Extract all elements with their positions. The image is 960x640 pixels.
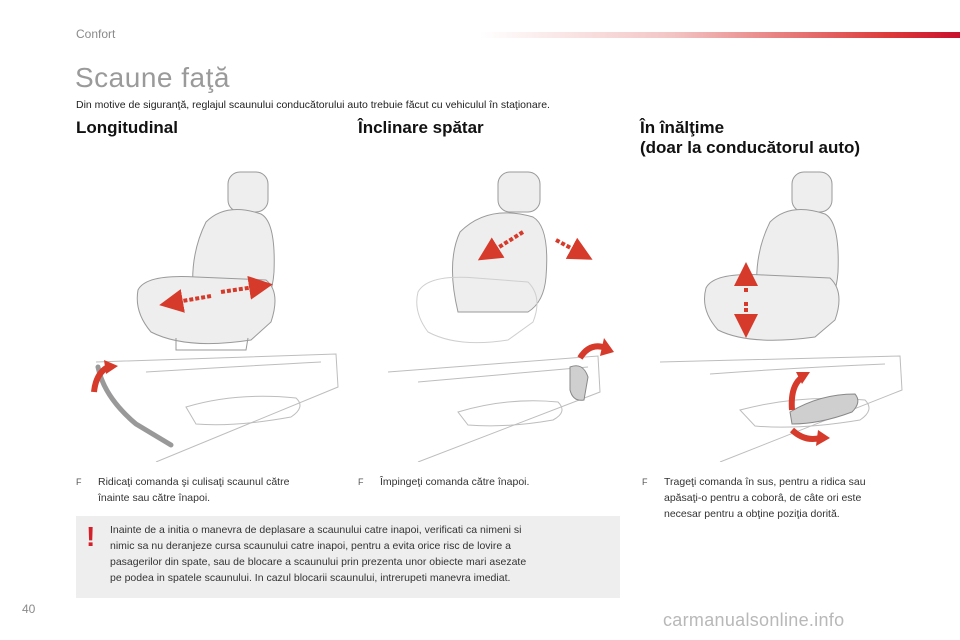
instruction-line: Ridicaţi comanda şi culisaţi scaunul către [98, 476, 290, 488]
seat-icon [137, 172, 275, 350]
lever-icon [94, 360, 171, 445]
instruction-backrest [358, 474, 618, 492]
page-title: Scaune faţă [75, 62, 230, 93]
watermark: carmanualsonline.info [663, 610, 845, 630]
instruction-height [642, 474, 912, 524]
car-floor-icon [660, 356, 902, 462]
instruction-line: apăsaţi-o pentru a coborâ, de câte ori este [664, 492, 862, 504]
column-title-line: Înclinare spătar [358, 118, 484, 137]
seat-icon [705, 172, 840, 340]
instruction-text [380, 474, 529, 490]
instruction-text [98, 474, 289, 506]
exclamation-icon: ! [86, 521, 96, 552]
warning-text [110, 522, 610, 586]
seat-backrest-illustration [358, 162, 620, 462]
instruction-line: Împingeţi comanda către înapoi. [380, 476, 530, 488]
warning-line: nimic sa nu deranjeze cursa scaunului catre inapoi, pentru a evita orice risc de lovire a [110, 540, 511, 552]
car-floor-icon [96, 354, 338, 462]
column-title-line: (doar la conducătorul auto) [640, 138, 861, 157]
warning-line: pe podea in spatele scaunului. In cazul blocarii scaunului, intrerupeti manevra imediat. [110, 572, 511, 584]
warning-line: Inainte de a initia o manevra de deplasare a scaunului catre inapoi, verificati ca nimeni si [110, 524, 522, 536]
column-title-backrest [358, 118, 484, 138]
seat-height-illustration [640, 162, 910, 462]
seat-icon [452, 172, 546, 312]
lever-icon [570, 338, 614, 400]
lever-icon [790, 372, 858, 446]
page-number: 40 [22, 602, 36, 616]
seat-longitudinal-illustration [76, 162, 346, 462]
intro-text: Din motive de siguranţă, reglajul scaunului conducătorului auto trebuie făcut cu vehiculul în staţionare. [76, 99, 550, 111]
column-title-height [640, 118, 860, 158]
bullet-marker: F [76, 477, 82, 487]
column-title-longitudinal [76, 118, 178, 138]
header-accent-bar [480, 32, 960, 38]
instruction-text [664, 474, 866, 522]
warning-line: pasagerilor din spate, sau de blocare a scaunului prin prezenta unor obiecte mari asezate [110, 556, 527, 568]
instruction-line: Trageţi comanda în sus, pentru a ridica sau [664, 476, 866, 488]
instruction-line: înainte sau către înapoi. [98, 492, 211, 504]
column-title-line: În înălţime [640, 118, 725, 137]
car-floor-icon [388, 356, 600, 462]
bullet-marker: F [642, 477, 648, 487]
section-label: Confort [76, 27, 116, 41]
instruction-longitudinal [76, 474, 341, 508]
bullet-marker: F [358, 477, 364, 487]
column-title-line: Longitudinal [76, 118, 178, 137]
instruction-line: necesar pentru a obţine poziţia dorită. [664, 508, 840, 520]
